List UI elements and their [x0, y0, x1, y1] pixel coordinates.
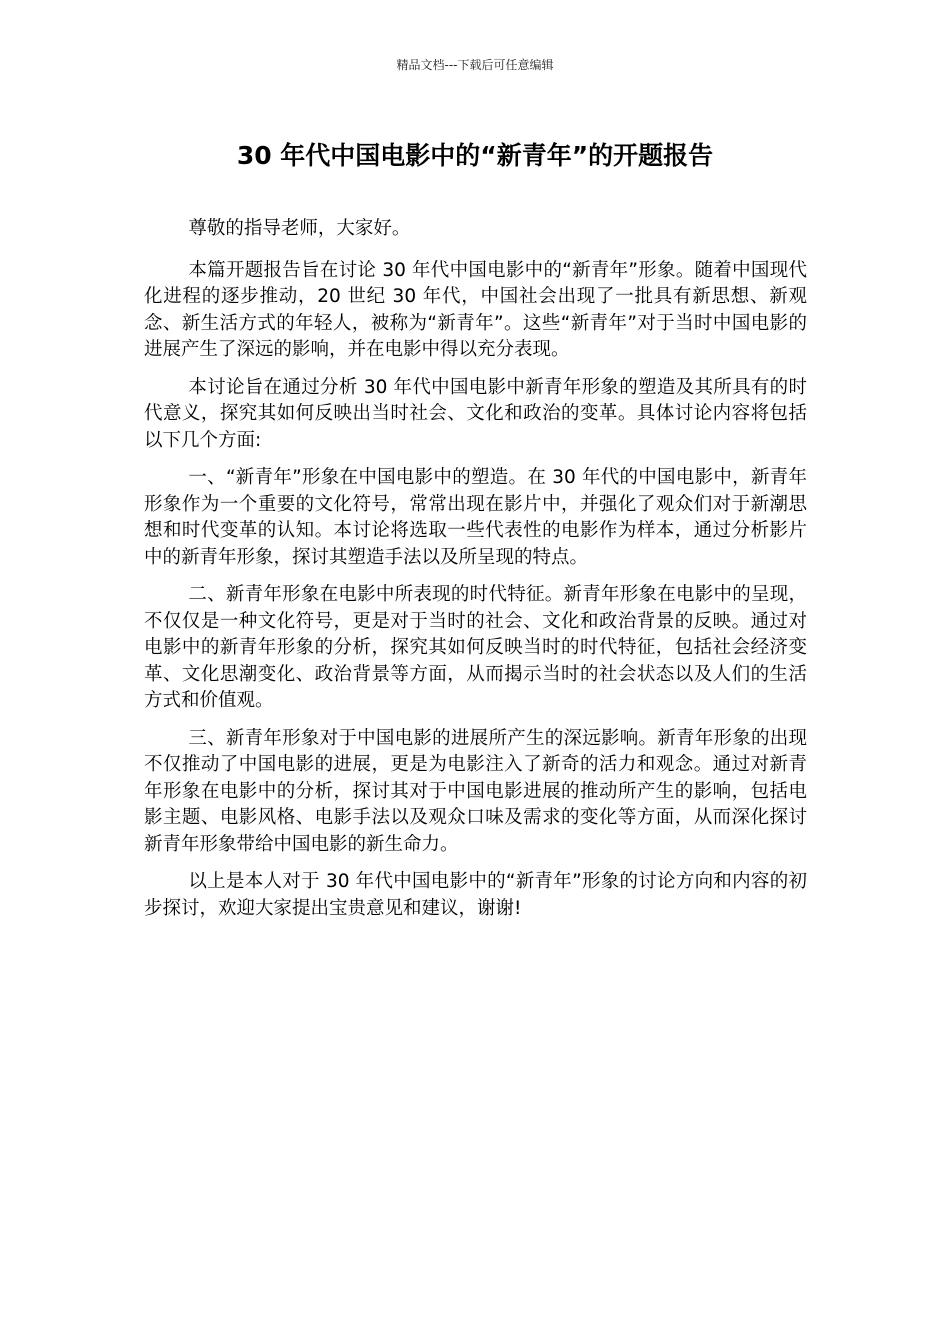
section-three-paragraph: 三、新青年形象对于中国电影的进展所产生的深远影响。新青年形象的出现不仅推动了中国电影的进展，更是为电影注入了新奇的活力和观念。通过对新青年形象在电影中的分析，探讨其对于中国电影进展的推动所产生的影响，包括电影主题、电影风格、电影手法以及观众口味及需求的变化等方面，从而深化探讨新青年形象带给中国电影的新生命力。	[144, 727, 807, 855]
intro-paragraph: 本篇开题报告旨在讨论 30 年代中国电影中的“新青年”形象。随着中国现代化进程的逐步推动，20 世纪 30 年代，中国社会出现了一批具有新思想、新观念、新生活方式的年轻人，被称为“新青年”。这些“新青年”对于当时中国电影的进展产生了深远的影响，并在电影中得以充分表现。	[144, 259, 807, 360]
section-two-paragraph: 二、新青年形象在电影中所表现的时代特征。新青年形象在电影中的呈现，不仅仅是一种文化符号，更是对于当时的社会、文化和政治背景的反映。通过对电影中的新青年形象的分析，探究其如何反映当时的时代特征，包括社会经济变革、文化思潮变化、政治背景等方面，从而揭示当时的社会状态以及人们的生活方式和价值观。	[144, 584, 807, 711]
purpose-paragraph: 本讨论旨在通过分析 30 年代中国电影中新青年形象的塑造及其所具有的时代意义，探究其如何反映出当时社会、文化和政治的变革。具体讨论内容将包括以下几个方面:	[144, 376, 807, 451]
document-body	[144, 216, 807, 933]
greeting-paragraph: 尊敬的指导老师，大家好。	[188, 218, 411, 239]
page-header: 精品文档---下载后可任意编辑	[396, 58, 554, 72]
document-title: 30 年代中国电影中的“新青年”的开题报告	[236, 141, 714, 170]
section-one-paragraph: 一、“新青年”形象在中国电影中的塑造。在 30 年代的中国电影中，新青年形象作为一个重要的文化符号，常常出现在影片中，并强化了观众们对于新潮思想和时代变革的认知。本讨论将选取一些代表性的电影作为样本，通过分析影片中的新青年形象，探讨其塑造手法以及所呈现的特点。	[144, 467, 807, 568]
closing-paragraph: 以上是本人对于 30 年代中国电影中的“新青年”形象的讨论方向和内容的初步探讨，欢迎大家提出宝贵意见和建议，谢谢!	[144, 871, 807, 919]
